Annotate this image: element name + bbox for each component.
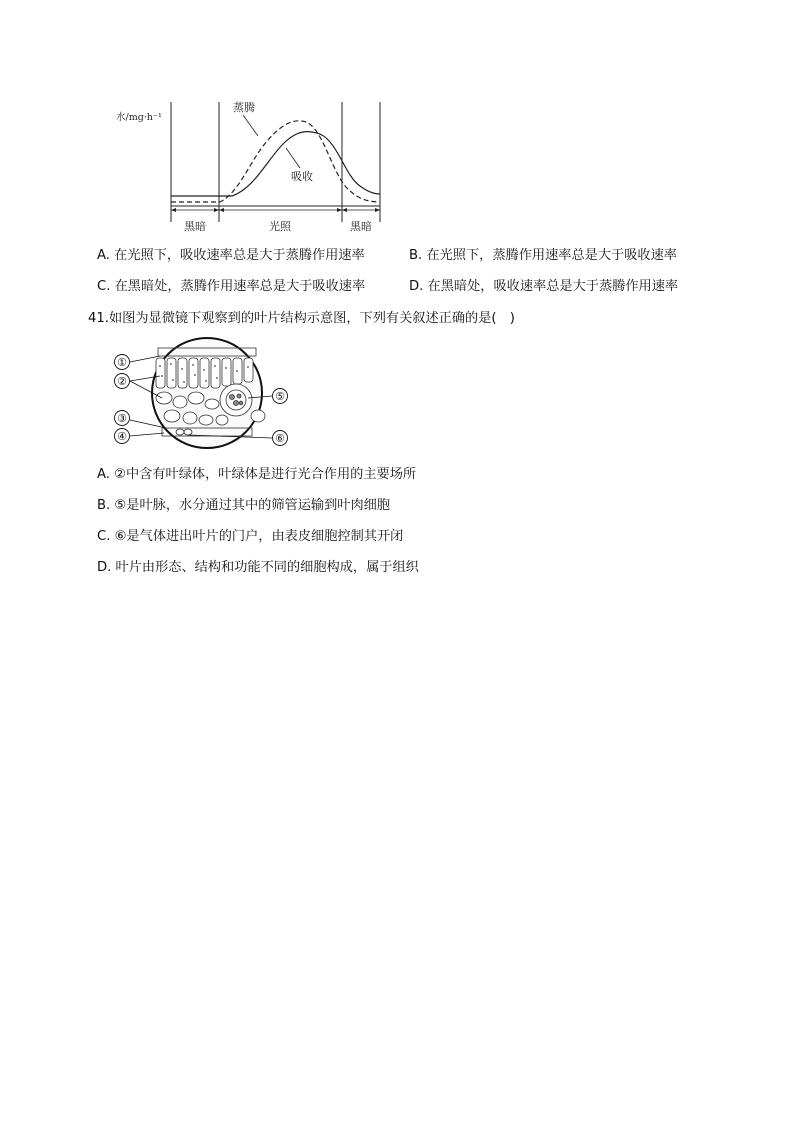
arrow-head <box>342 208 347 212</box>
q41-option-d: D. 叶片由形态、结构和功能不同的细胞构成，属于组织 <box>97 560 419 575</box>
label-1 <box>115 355 161 370</box>
arrow-head <box>214 208 219 212</box>
absorption-pointer <box>286 148 300 168</box>
svg-text:⑥: ⑥ <box>275 432 285 445</box>
svg-text:③: ③ <box>117 412 127 425</box>
transpiration-absorption-graph <box>110 96 390 242</box>
q40-option-a: A. 在光照下，吸收速率总是大于蒸腾作用速率 <box>97 248 365 263</box>
arrow-head <box>337 208 342 212</box>
arrow-head <box>375 208 380 212</box>
svg-text:②: ② <box>117 375 127 388</box>
transpiration-curve <box>171 121 380 202</box>
period-dark-left: 黑暗 <box>184 220 206 233</box>
palisade-tissue <box>156 358 253 388</box>
arrow-head <box>171 208 176 212</box>
transpiration-label: 蒸腾 <box>233 101 255 114</box>
svg-text:①: ① <box>117 356 127 369</box>
absorption-label: 吸收 <box>291 170 313 183</box>
graph-ylabel: 水/mg·h⁻¹ <box>116 112 162 123</box>
q41-option-a: A. ②中含有叶绿体，叶绿体是进行光合作用的主要场所 <box>97 467 417 482</box>
arrow-head <box>219 208 224 212</box>
q41-stem: 41.如图为显微镜下观察到的叶片结构示意图，下列有关叙述正确的是( ) <box>88 311 515 326</box>
q40-option-d: D. 在黑暗处，吸收速率总是大于蒸腾作用速率 <box>409 279 679 294</box>
q40-option-c: C. 在黑暗处，蒸腾作用速率总是大于吸收速率 <box>97 279 366 294</box>
svg-text:⑤: ⑤ <box>275 390 285 403</box>
q41-option-c: C. ⑥是气体进出叶片的门户，由表皮细胞控制其开闭 <box>97 529 404 544</box>
label-4 <box>115 429 165 444</box>
transpiration-pointer <box>243 115 258 136</box>
period-light: 光照 <box>269 220 291 233</box>
period-dark-right: 黑暗 <box>350 220 372 233</box>
q41-option-b: B. ⑤是叶脉，水分通过其中的筛管运输到叶肉细胞 <box>97 498 391 513</box>
absorption-curve <box>171 132 380 196</box>
leaf-structure-figure <box>108 336 294 452</box>
leaf-vein <box>220 384 252 416</box>
q40-option-b: B. 在光照下，蒸腾作用速率总是大于吸收速率 <box>409 248 677 263</box>
svg-text:④: ④ <box>117 430 127 443</box>
